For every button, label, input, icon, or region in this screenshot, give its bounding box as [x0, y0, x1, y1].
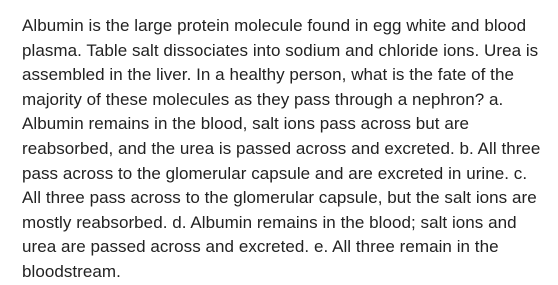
question-text: Albumin is the large protein molecule found in egg white and blood plasma. Table salt dissociates into sodium and chloride ions. Urea is assembled in the liver. In a healthy person, what is the fate of the majority of these molecules as they pass through a nephron? a. Albumin remains in the blood, salt ions pass across but are reabsorbed, and the urea is passed across and excreted. b. All three pass across to the glomerular capsule and are excreted in urine. c. All three pass across to the glomerular capsule, but the salt ions are mostly reabsorbed. d. Albumin remains in the blood; salt ions and urea are passed across and excreted. e. All three remain in the bloodstream. — [22, 16, 541, 281]
